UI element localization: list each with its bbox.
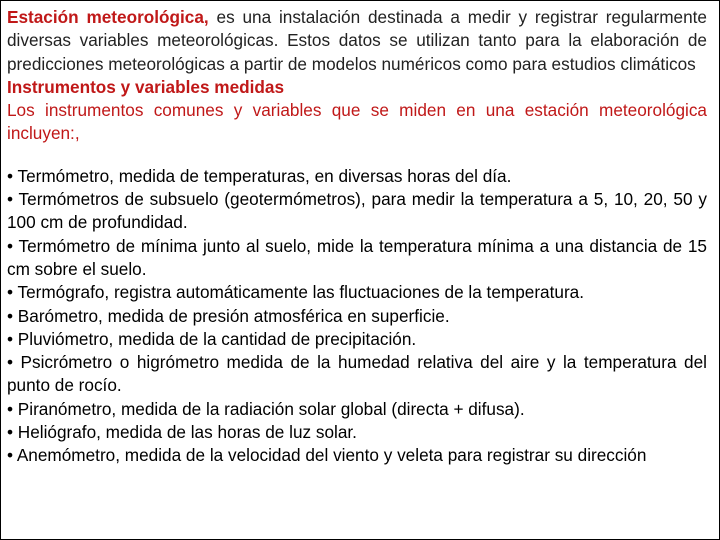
list-item: • Termómetro, medida de temperaturas, en diversas horas del día. <box>7 165 512 186</box>
instrument-list <box>7 165 707 468</box>
list-item: • Piranómetro, medida de la radiación solar global (directa + difusa). <box>7 398 525 419</box>
section-heading: Instrumentos y variables medidas <box>7 76 285 97</box>
list-item: • Barómetro, medida de presión atmosférica en superficie. <box>7 305 450 326</box>
intro-term: Estación meteorológica, <box>7 7 209 27</box>
list-item: • Pluviómetro, medida de la cantidad de precipitación. <box>7 328 417 349</box>
lead-text: Los instrumentos comunes y variables que se miden en una estación meteorológica incluyen:, <box>7 100 707 144</box>
intro-paragraph <box>7 6 707 76</box>
list-item: • Termógrafo, registra automáticamente las fluctuaciones de la temperatura. <box>7 282 584 303</box>
list-item: • Termómetro de mínima junto al suelo, mide la temperatura mínima a una distancia de 15 cm sobre el suelo. <box>7 235 707 279</box>
list-item: • Heliógrafo, medida de las horas de luz solar. <box>7 422 357 443</box>
spacer <box>7 146 707 165</box>
intro-text: es una instalación destinada a medir y registrar regularmente diversas variables meteorológicas. Estos datos se utilizan tanto para la elaboración de predicciones meteorológicas a partir de modelos numéricos como para estudios climáticos <box>7 7 707 74</box>
list-item: • Psicrómetro o higrómetro medida de la humedad relativa del aire y la temperatura del punto de rocío. <box>7 352 707 396</box>
list-item: • Anemómetro, medida de la velocidad del viento y veleta para registrar su dirección <box>7 445 647 466</box>
list-item: • Termómetros de subsuelo (geotermómetros), para medir la temperatura a 5, 10, 20, 50 y 100 cm de profundidad. <box>7 189 707 233</box>
